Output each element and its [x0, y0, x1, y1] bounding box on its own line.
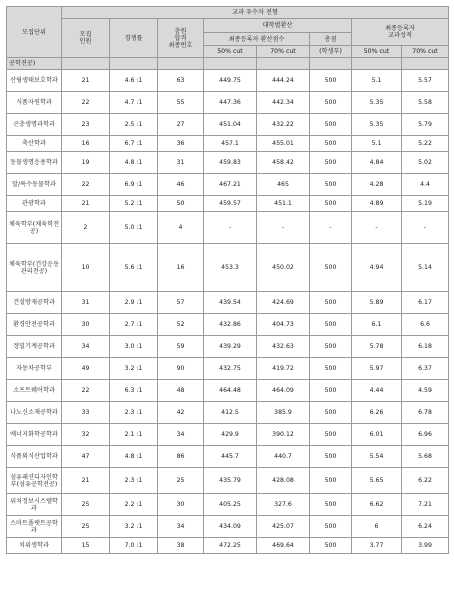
total-score-cell: 500	[310, 152, 352, 174]
total-score-cell: 500	[310, 292, 352, 314]
table-row	[7, 380, 449, 402]
grade-cut50-cell: 5.35	[352, 114, 402, 136]
score-cut70-cell: 458.42	[257, 152, 310, 174]
total-score-cell: 500	[310, 358, 352, 380]
competition-rate-cell: 5.6 :1	[110, 244, 158, 292]
competition-rate-cell: 4.7 :1	[110, 92, 158, 114]
grade-cut50-cell: 5.1	[352, 70, 402, 92]
total-score-cell: 500	[310, 136, 352, 152]
grade-cut70-cell: 5.19	[402, 196, 449, 212]
score-cut70-cell: 444.24	[257, 70, 310, 92]
quota-cell: 21	[62, 70, 110, 92]
quota-cell: 32	[62, 424, 110, 446]
total-score-cell: -	[310, 212, 352, 244]
score-cut50-cell: 447.36	[204, 92, 257, 114]
grade-cut70-cell: 5.57	[402, 70, 449, 92]
final-number-cell: 90	[158, 358, 204, 380]
unit-name-cell: 치위생학과	[7, 538, 62, 554]
score-cut50-cell: 432.75	[204, 358, 257, 380]
grade-cut70-cell: 5.79	[402, 114, 449, 136]
total-score-cell: 500	[310, 380, 352, 402]
total-score-cell: 500	[310, 314, 352, 336]
competition-rate-cell: 4.8 :1	[110, 446, 158, 468]
quota-cell: 22	[62, 92, 110, 114]
grade-cut70-cell: 5.22	[402, 136, 449, 152]
final-number-header-label: 충원 합격 최종번호	[168, 27, 193, 49]
total-score-cell: 500	[310, 446, 352, 468]
header-row-2	[7, 19, 449, 33]
unit-name-cell: 말/특수동물학과	[7, 174, 62, 196]
grade-cut70-cell: 4.4	[402, 174, 449, 196]
score-cut50-cell: 453.3	[204, 244, 257, 292]
grade-cut50-cell: 5.78	[352, 336, 402, 358]
total-score-cell: 500	[310, 494, 352, 516]
table-row	[7, 494, 449, 516]
unit-name-cell: 곤충생명과학과	[7, 114, 62, 136]
quota-cell: 21	[62, 468, 110, 494]
unit-name-cell: 동물생명응용학과	[7, 152, 62, 174]
table-row	[7, 336, 449, 358]
table-row	[7, 212, 449, 244]
final-number-cell: 52	[158, 314, 204, 336]
score-cut50-cell: 405.25	[204, 494, 257, 516]
competition-rate-cell: 4.8 :1	[110, 152, 158, 174]
final-number-cell: 46	[158, 174, 204, 196]
quota-cell: 49	[62, 358, 110, 380]
grade-cut70-cell: 4.59	[402, 380, 449, 402]
final-number-cell: 25	[158, 468, 204, 494]
score-cut50-cell: 435.79	[204, 468, 257, 494]
final-number-cell: 30	[158, 494, 204, 516]
unit-name-cell: 산림생태보호학과	[7, 70, 62, 92]
score-cut50-cell: 439.29	[204, 336, 257, 358]
admission-results-table	[6, 6, 449, 554]
grade-cut70-cell: 6.96	[402, 424, 449, 446]
total-score-cell: 500	[310, 424, 352, 446]
total-score-cell: 500	[310, 92, 352, 114]
total-score-cell: 500	[310, 70, 352, 92]
unit-name-cell: 나노신소재공학과	[7, 402, 62, 424]
grade-cut50-cell: 3.77	[352, 538, 402, 554]
competition-rate-cell: 5.0 :1	[110, 212, 158, 244]
total-score-cell: 500	[310, 538, 352, 554]
final-number-cell: 57	[158, 292, 204, 314]
table-body	[7, 58, 449, 554]
competition-rate-cell: 5.2 :1	[110, 196, 158, 212]
grade-cut50-cell: 6.62	[352, 494, 402, 516]
competition-rate-cell: 2.1 :1	[110, 424, 158, 446]
col-header-final-score: 최종등록자 환산점수	[204, 33, 310, 46]
score-cut50-cell: 467.21	[204, 174, 257, 196]
unit-name-cell: 섬유패션디자인학부(섬유공학전공)	[7, 468, 62, 494]
col-header-final-number	[158, 19, 204, 58]
table-row	[7, 468, 449, 494]
table-row	[7, 174, 449, 196]
table-row	[7, 114, 449, 136]
unit-name-cell: 자동차공학부	[7, 358, 62, 380]
final-number-cell: 86	[158, 446, 204, 468]
table-row	[7, 292, 449, 314]
score-cut50-cell: 451.04	[204, 114, 257, 136]
final-number-cell: 4	[158, 212, 204, 244]
total-score-cell: 500	[310, 174, 352, 196]
grade-cut50-cell: 4.84	[352, 152, 402, 174]
grade-cut70-cell: 5.14	[402, 244, 449, 292]
competition-rate-cell: 2.2 :1	[110, 494, 158, 516]
unit-name-cell: 식품자원학과	[7, 92, 62, 114]
quota-cell: 10	[62, 244, 110, 292]
quota-cell: 30	[62, 314, 110, 336]
group-label: 공학전공)	[7, 58, 62, 70]
final-number-cell: 16	[158, 244, 204, 292]
score-cut50-cell: 449.75	[204, 70, 257, 92]
score-cut70-cell: 451.1	[257, 196, 310, 212]
grade-cut50-cell: 4.94	[352, 244, 402, 292]
grade-cut50-cell: 4.28	[352, 174, 402, 196]
score-cut70-cell: 450.02	[257, 244, 310, 292]
final-number-cell: 63	[158, 70, 204, 92]
score-cut70-cell: 424.69	[257, 292, 310, 314]
quota-cell: 25	[62, 494, 110, 516]
unit-name-cell: 축산학과	[7, 136, 62, 152]
table-row	[7, 136, 449, 152]
grade-cut50-cell: 6.26	[352, 402, 402, 424]
final-number-cell: 36	[158, 136, 204, 152]
unit-name-cell: 에너지화학공학과	[7, 424, 62, 446]
score-cut50-cell: 445.7	[204, 446, 257, 468]
score-cut70-cell: 425.07	[257, 516, 310, 538]
unit-name-cell: 정밀기계공학과	[7, 336, 62, 358]
grade-cut50-cell: 6.1	[352, 314, 402, 336]
competition-rate-cell: 6.9 :1	[110, 174, 158, 196]
unit-name-cell: 위치정보시스템학과	[7, 494, 62, 516]
score-cut50-cell: 434.09	[204, 516, 257, 538]
total-score-cell: 500	[310, 402, 352, 424]
score-cut70-cell: -	[257, 212, 310, 244]
col-header-score-cut50: 50% cut	[204, 46, 257, 58]
grade-cut70-cell: 6.6	[402, 314, 449, 336]
competition-rate-cell: 2.7 :1	[110, 314, 158, 336]
score-cut70-cell: 404.73	[257, 314, 310, 336]
grade-cut50-cell: 4.89	[352, 196, 402, 212]
total-score-cell: 500	[310, 244, 352, 292]
final-number-cell: 34	[158, 424, 204, 446]
col-header-competition: 경쟁률	[110, 19, 158, 58]
score-cut50-cell: 472.25	[204, 538, 257, 554]
score-cut70-cell: 442.34	[257, 92, 310, 114]
final-number-cell: 48	[158, 380, 204, 402]
col-header-total: 총점	[310, 33, 352, 46]
final-number-cell: 38	[158, 538, 204, 554]
score-cut70-cell: 385.9	[257, 402, 310, 424]
unit-name-cell: 관광학과	[7, 196, 62, 212]
total-score-cell: 500	[310, 516, 352, 538]
grade-cut50-cell: 5.97	[352, 358, 402, 380]
grade-cut70-cell: 6.17	[402, 292, 449, 314]
score-cut70-cell: 419.72	[257, 358, 310, 380]
unit-name-cell: 스마트폴랫트공학과	[7, 516, 62, 538]
table-row	[7, 516, 449, 538]
quota-cell: 15	[62, 538, 110, 554]
competition-rate-cell: 3.2 :1	[110, 516, 158, 538]
final-number-cell: 27	[158, 114, 204, 136]
table-row	[7, 538, 449, 554]
grade-cut50-cell: 5.54	[352, 446, 402, 468]
score-cut50-cell: 412.5	[204, 402, 257, 424]
table-row	[7, 70, 449, 92]
quota-cell: 47	[62, 446, 110, 468]
grade-cut70-cell: 5.58	[402, 92, 449, 114]
table-row	[7, 358, 449, 380]
grade-cut50-cell: 4.44	[352, 380, 402, 402]
total-score-cell: 500	[310, 336, 352, 358]
col-header-grade-cut70: 70% cut	[402, 46, 449, 58]
grade-cut50-cell: 5.65	[352, 468, 402, 494]
unit-name-cell: 체육학부(체육학전공)	[7, 212, 62, 244]
quota-cell: 25	[62, 516, 110, 538]
final-number-cell: 59	[158, 336, 204, 358]
competition-rate-cell: 4.6 :1	[110, 70, 158, 92]
competition-rate-cell: 7.0 :1	[110, 538, 158, 554]
competition-rate-cell: 6.7 :1	[110, 136, 158, 152]
table-row	[7, 402, 449, 424]
col-header-quota	[62, 19, 110, 58]
grade-cut50-cell: 5.35	[352, 92, 402, 114]
header-row-1	[7, 7, 449, 19]
score-cut50-cell: -	[204, 212, 257, 244]
score-cut70-cell: 469.64	[257, 538, 310, 554]
score-cut50-cell: 439.54	[204, 292, 257, 314]
grade-cut70-cell: 7.21	[402, 494, 449, 516]
table-row	[7, 196, 449, 212]
unit-name-cell: 소프트웨어학과	[7, 380, 62, 402]
quota-cell: 22	[62, 174, 110, 196]
quota-cell: 21	[62, 196, 110, 212]
grade-cut70-cell: 6.78	[402, 402, 449, 424]
score-cut70-cell: 390.12	[257, 424, 310, 446]
score-cut50-cell: 459.57	[204, 196, 257, 212]
competition-rate-cell: 2.9 :1	[110, 292, 158, 314]
group-row	[7, 58, 449, 70]
score-cut50-cell: 457.1	[204, 136, 257, 152]
quota-cell: 31	[62, 292, 110, 314]
quota-cell: 33	[62, 402, 110, 424]
grade-cut70-cell: 6.24	[402, 516, 449, 538]
score-cut70-cell: 464.09	[257, 380, 310, 402]
header-group-title: 교과 우수자 전형	[62, 7, 449, 19]
quota-cell: 34	[62, 336, 110, 358]
total-score-cell: 500	[310, 468, 352, 494]
table-row	[7, 446, 449, 468]
competition-rate-cell: 2.5 :1	[110, 114, 158, 136]
competition-rate-cell: 3.2 :1	[110, 358, 158, 380]
grade-cut70-cell: 6.22	[402, 468, 449, 494]
col-header-unit: 모집단위	[7, 7, 62, 58]
grade-cut50-cell: 6	[352, 516, 402, 538]
competition-rate-cell: 2.3 :1	[110, 402, 158, 424]
col-header-univ-score: 대학별환산	[204, 19, 352, 33]
grade-cut50-cell: 5.89	[352, 292, 402, 314]
score-cut70-cell: 465	[257, 174, 310, 196]
unit-name-cell: 환경안전공학과	[7, 314, 62, 336]
score-cut70-cell: 432.63	[257, 336, 310, 358]
quota-cell: 23	[62, 114, 110, 136]
col-header-total-unit: (학생부)	[310, 46, 352, 58]
grade-cut70-cell: 6.37	[402, 358, 449, 380]
score-cut70-cell: 327.6	[257, 494, 310, 516]
table-row	[7, 152, 449, 174]
final-number-cell: 31	[158, 152, 204, 174]
final-number-cell: 50	[158, 196, 204, 212]
quota-cell: 2	[62, 212, 110, 244]
grade-cut70-cell: 6.18	[402, 336, 449, 358]
quota-cell: 19	[62, 152, 110, 174]
grade-cut50-cell: 5.1	[352, 136, 402, 152]
grade-cut70-cell: 5.02	[402, 152, 449, 174]
score-cut50-cell: 459.83	[204, 152, 257, 174]
competition-rate-cell: 6.3 :1	[110, 380, 158, 402]
grade-cut70-cell: 5.68	[402, 446, 449, 468]
competition-rate-cell: 2.3 :1	[110, 468, 158, 494]
quota-header-label: 모집 인원	[79, 31, 92, 45]
grade-cut70-cell: -	[402, 212, 449, 244]
score-cut70-cell: 455.01	[257, 136, 310, 152]
col-header-final-grade	[352, 19, 449, 46]
table-row	[7, 92, 449, 114]
admission-table-wrapper	[6, 6, 448, 554]
total-score-cell: 500	[310, 114, 352, 136]
score-cut50-cell: 432.86	[204, 314, 257, 336]
col-header-grade-cut50: 50% cut	[352, 46, 402, 58]
score-cut70-cell: 432.22	[257, 114, 310, 136]
final-grade-header-label: 최종등록자 교과성적	[385, 25, 415, 39]
score-cut70-cell: 440.7	[257, 446, 310, 468]
unit-name-cell: 식품외식산업학과	[7, 446, 62, 468]
table-row	[7, 424, 449, 446]
quota-cell: 16	[62, 136, 110, 152]
final-number-cell: 34	[158, 516, 204, 538]
score-cut50-cell: 464.48	[204, 380, 257, 402]
unit-name-cell: 체육학부(건강운동관리전공)	[7, 244, 62, 292]
score-cut70-cell: 428.08	[257, 468, 310, 494]
quota-cell: 22	[62, 380, 110, 402]
grade-cut50-cell: 6.01	[352, 424, 402, 446]
competition-rate-cell: 3.0 :1	[110, 336, 158, 358]
table-row	[7, 244, 449, 292]
unit-name-cell: 건설방재공학과	[7, 292, 62, 314]
score-cut50-cell: 429.9	[204, 424, 257, 446]
final-number-cell: 42	[158, 402, 204, 424]
grade-cut70-cell: 3.99	[402, 538, 449, 554]
total-score-cell: 500	[310, 196, 352, 212]
final-number-cell: 55	[158, 92, 204, 114]
col-header-score-cut70: 70% cut	[257, 46, 310, 58]
grade-cut50-cell: -	[352, 212, 402, 244]
table-row	[7, 314, 449, 336]
